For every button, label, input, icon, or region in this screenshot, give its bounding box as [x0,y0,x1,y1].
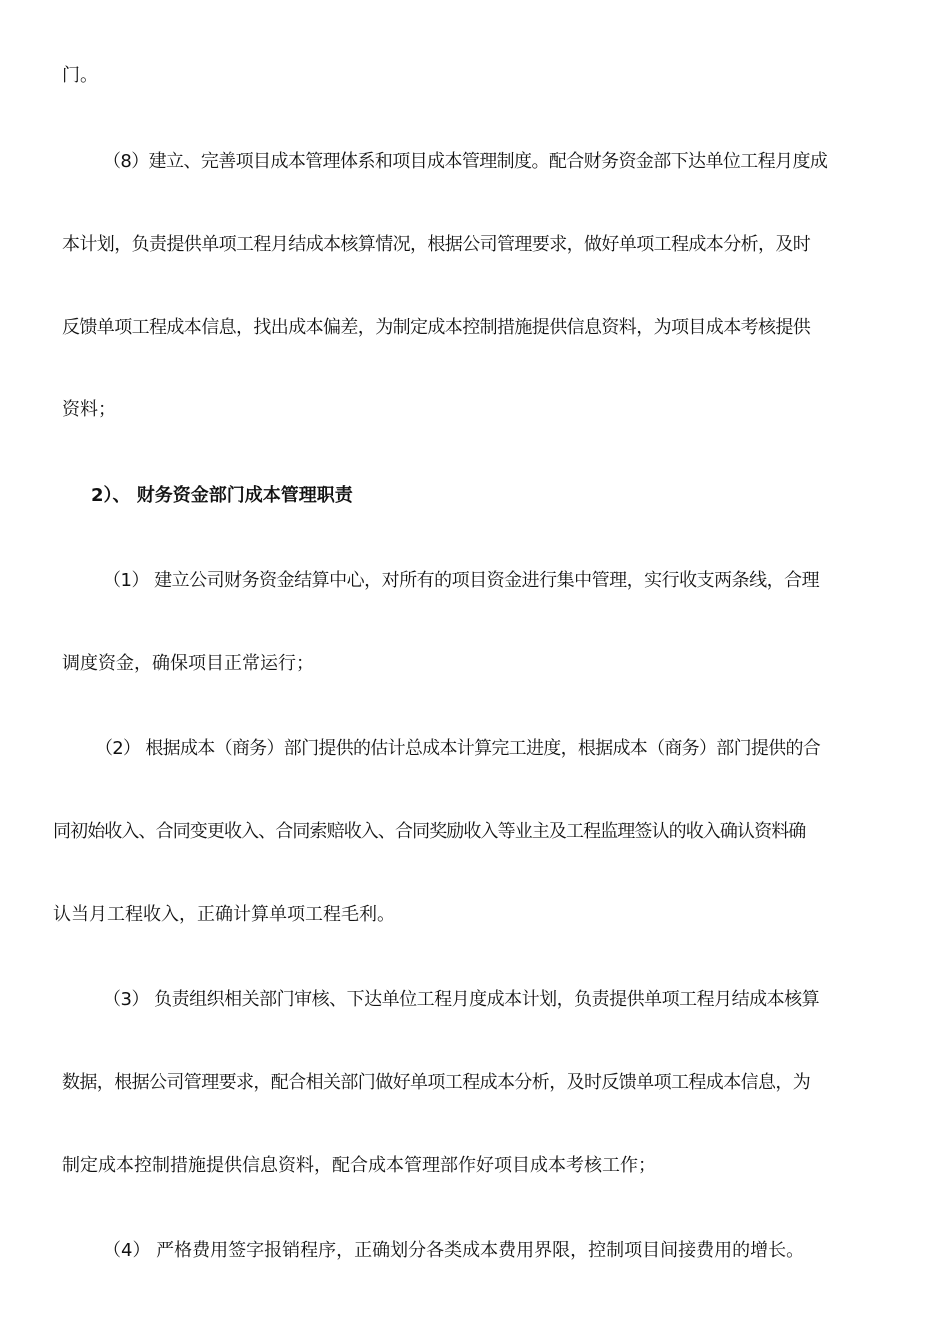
text-line: 调度资金，确保项目正常运行； [62,653,314,674]
text-line: （2） 根据成本（商务）部门提供的估计总成本计算完工进度，根据成本（商务）部门提供的合 [95,738,821,759]
text-line: （4） 严格费用签字报销程序，正确划分各类成本费用界限，控制项目间接费用的增长。 [103,1240,805,1261]
text-line: （1） 建立公司财务资金结算中心，对所有的项目资金进行集中管理，实行收支两条线，合理 [103,570,820,591]
text-line: （3） 负责组织相关部门审核、下达单位工程月度成本计划，负责提供单项工程月结成本核算 [103,989,820,1010]
text-line: 反馈单项工程成本信息，找出成本偏差，为制定成本控制措施提供信息资料，为项目成本考核提供 [62,317,811,338]
text-line: 制定成本控制措施提供信息资料，配合成本管理部作好项目成本考核工作； [62,1155,656,1176]
text-line: 数据，根据公司管理要求，配合相关部门做好单项工程成本分析，及时反馈单项工程成本信息，为 [62,1072,811,1093]
text-line: （8）建立、完善项目成本管理体系和项目成本管理制度。配合财务资金部下达单位工程月度成 [103,151,828,172]
text-line: 门。 [62,65,98,86]
text-line: 同初始收入、合同变更收入、合同索赔收入、合同奖励收入等业主及工程监理签认的收入确认资料确 [53,821,806,842]
text-line: 本计划，负责提供单项工程月结成本核算情况，根据公司管理要求，做好单项工程成本分析，及时 [62,234,811,255]
text-line: 认当月工程收入，正确计算单项工程毛利。 [53,904,395,925]
section-heading: 2）、 财务资金部门成本管理职责 [91,485,353,506]
text-line: 资料； [62,399,116,420]
